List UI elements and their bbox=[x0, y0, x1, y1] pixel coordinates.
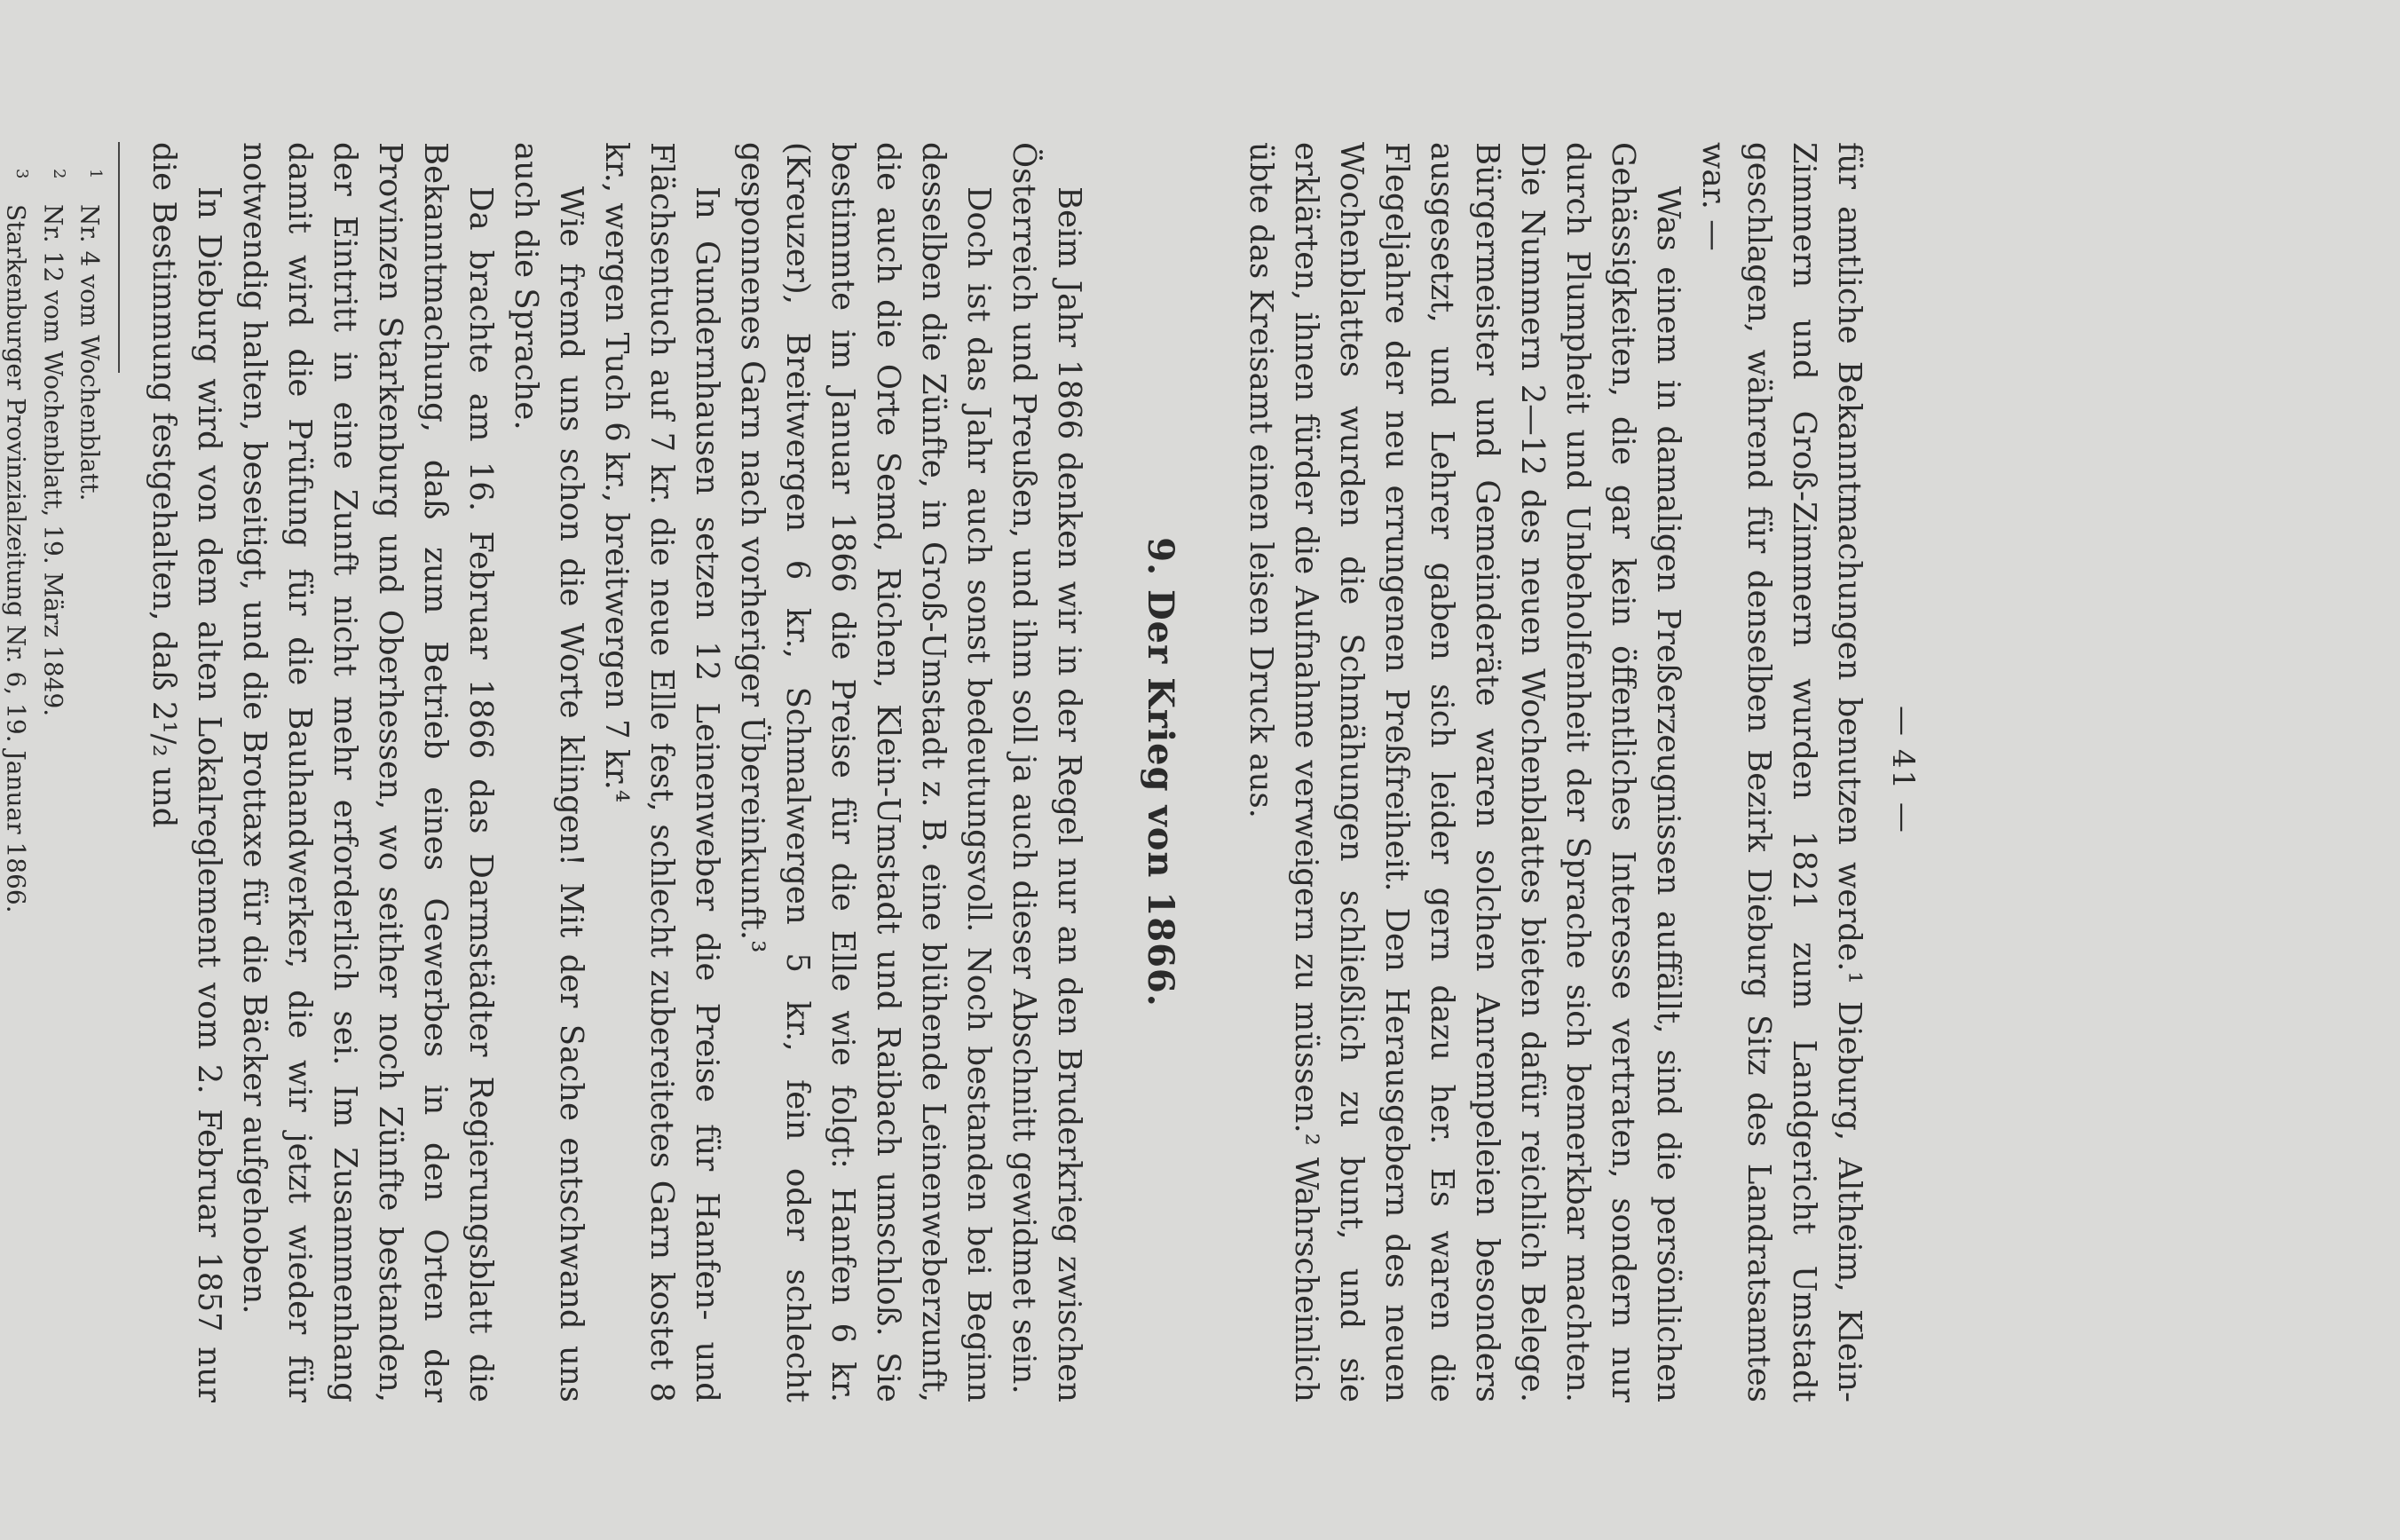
footnotes bbox=[0, 142, 111, 1402]
footnote bbox=[37, 142, 74, 1402]
footnote-number: 1 bbox=[86, 169, 105, 179]
paragraph-regierungsblatt: Da brachte am 16. Februar 1866 das Darmstädter Regierungsblatt die Bekanntmachung, daß zum Betrieb eines Gewerbes in den Orten der Provinzen Starkenburg und Oberhessen, wo seither noch Zünfte bestanden, der Eintritt in eine Zunft nicht mehr erforderlich sei. Im Zusammenhang damit wird die Prüfung für die Bauhandwerker, die wir jetzt wieder für notwendig halten, beseitigt, und die Brottaxe für die Bäcker aufgehoben. bbox=[236, 142, 499, 1402]
footnote-number: 3 bbox=[12, 169, 32, 179]
footnote-text: Nr. 12 vom Wochenblatt, 19. März 1849. bbox=[38, 204, 68, 717]
footnote-text: Nr. 4 vom Wochenblatt. bbox=[75, 204, 105, 501]
paragraph-dieburg: In Dieburg wird von dem alten Lokalreglement vom 2. Februar 1857 nur die Bestimmung festgehalten, daß 2¹/₂ und bbox=[146, 142, 227, 1402]
footnote-text: Starkenburger Provinzialzeitung Nr. 6, 19. Januar 1866. bbox=[2, 204, 32, 913]
footnote-rule bbox=[118, 142, 120, 373]
footnote bbox=[75, 142, 111, 1402]
footnote bbox=[1, 142, 37, 1402]
body-text bbox=[0, 142, 1872, 1402]
paragraph-guilds: Doch ist das Jahr auch sonst bedeutungsvoll. Noch bestanden bei Beginn desselben die Zünfte, in Groß-Umstadt z. B. eine blühende Leinenweberzunft, die auch die Orte Semd, Richen, Klein-Umstadt und Raibach umschloß. Sie bestimmte im Januar 1866 die Preise für die Elle wie folgt: Hanfen 6 kr. (Kreuzer), Breitwergen 6 kr., Schmalwergen 5 kr., fein oder schlecht gesponnenes Garn nach vorheriger Übereinkunft.³ bbox=[734, 142, 997, 1402]
paragraph-press: Was einem in damaligen Preßerzeugnissen auffällt, sind die persönlichen Gehässigkeiten, die gar kein öffentliches Interesse vertraten, sondern nur durch Plumpheit und Unbeholfenheit der Sprache sich bemerkbar machten. Die Nummern 2—12 des neuen Wochenblattes bieten dafür reichlich Belege. Bürgermeister und Gemeinderäte waren solchen Anrempeleien besonders ausgesetzt, und Lehrer gaben sich leider gern dazu her. Es waren die Flegeljahre der neu errungenen Preßfreiheit. Den Herausgebern des neuen Wochenblattes wurden die Schmähungen schließlich zu bunt, und sie erklärten, ihnen fürder die Aufnahme verweigern zu müssen.² Wahrscheinlich übte das Kreisamt einen leisen Druck aus. bbox=[1243, 142, 1686, 1402]
paragraph-continued: für amtliche Bekanntmachungen benutzen werde.¹ Dieburg, Altheim, Klein-Zimmern und Groß-Zimmern wurden 1821 zum Landgericht Umstadt geschlagen, während für denselben Bezirk Dieburg Sitz des Landratsamtes war. — bbox=[1695, 142, 1867, 1402]
footnote bbox=[0, 142, 1, 1402]
footnote-number: 2 bbox=[49, 169, 68, 179]
page-number: — 41 — bbox=[1885, 706, 1921, 834]
section-heading: 9. Der Krieg von 1866. bbox=[1140, 537, 1181, 1007]
paragraph-words: Wie fremd uns schon die Worte klingen! Mit der Sache entschwand uns auch die Sprache. bbox=[508, 142, 589, 1402]
footnote-number bbox=[0, 169, 1, 204]
paragraph-gundernhausen: In Gundernhausen setzen 12 Leinenweber die Preise für Hanfen- und Flächsentuch auf 7 kr. die neue Elle fest, schlecht zubereitetes Garn kostet 8 kr., wergen Tuch 6 kr., breitwergen 7 kr.⁴ bbox=[598, 142, 725, 1402]
paragraph-intro: Beim Jahr 1866 denken wir in der Regel nur an den Bruderkrieg zwischen Österreich und Preußen, und ihm soll ja auch dieser Abschnitt gewidmet sein. bbox=[1006, 142, 1087, 1402]
